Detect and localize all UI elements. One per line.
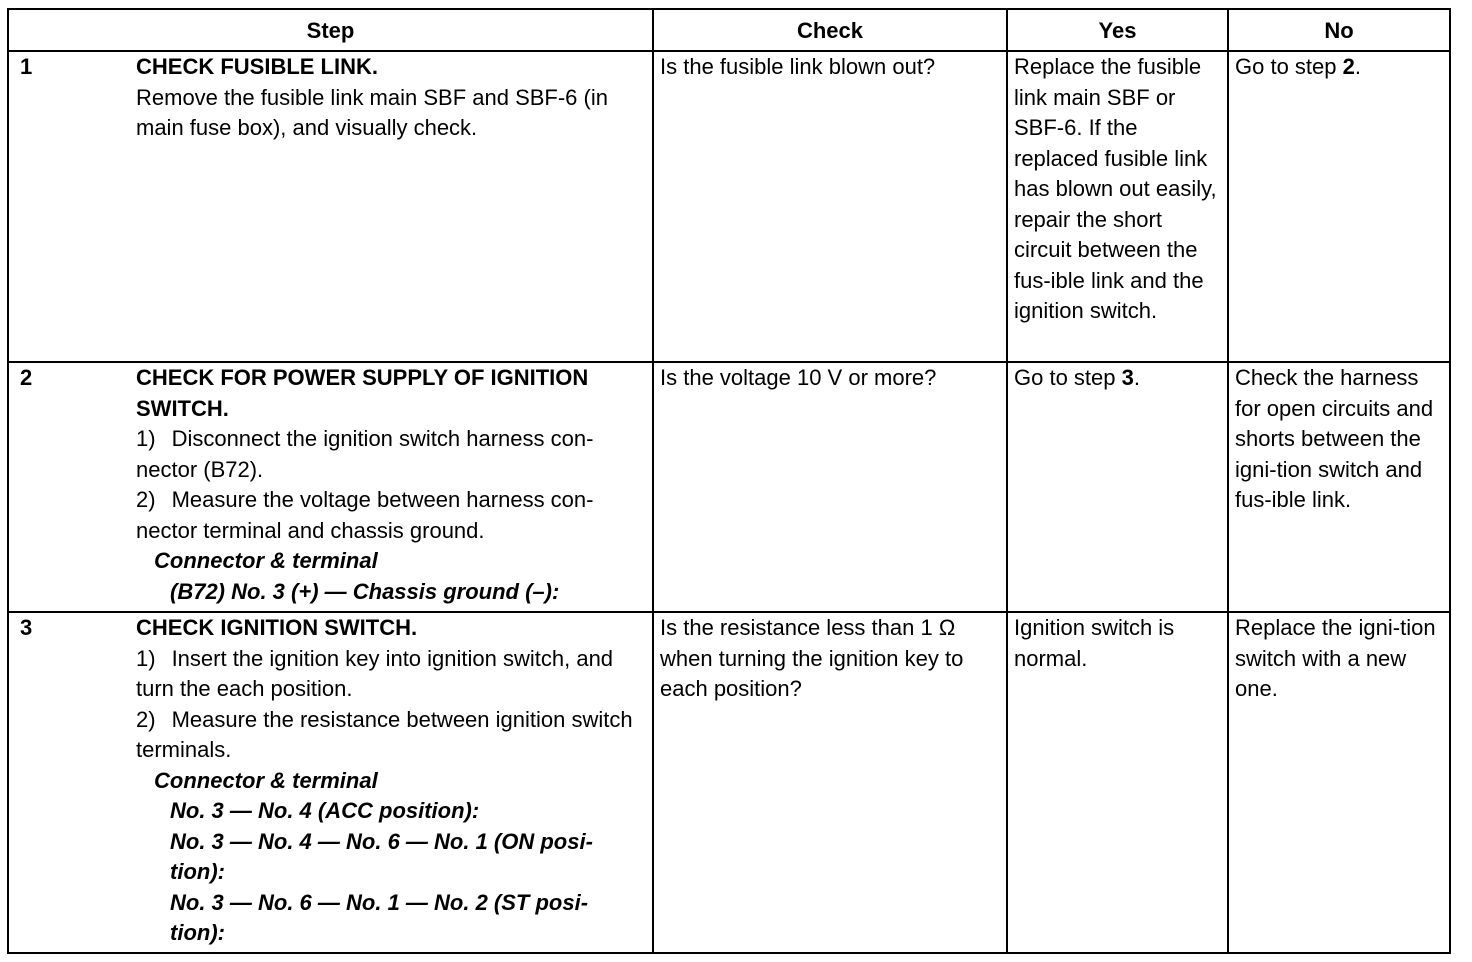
check-cell: Is the fusible link blown out? — [653, 51, 1007, 362]
substep-1 — [136, 644, 640, 705]
header-row — [8, 9, 1450, 51]
header-check: Check — [653, 9, 1007, 51]
substep-number: 2) — [136, 487, 156, 512]
connector-terminal: No. 3 — No. 4 (ACC position): — [170, 798, 480, 823]
step-reference: 2 — [1342, 54, 1355, 79]
step-number: 1 — [20, 54, 33, 79]
connector-terminal: (B72) No. 3 (+) — Chassis ground (–): — [170, 578, 560, 604]
yes-cell: Replace the fusible link main SBF or SBF-6. If the replaced fusible link has blown out easily, repair the short circuit between the fus-ible link and the ignition switch. — [1007, 51, 1228, 362]
connector-label: Connector & terminal — [154, 767, 378, 793]
check-cell: Is the resistance less than 1 Ω when turning the ignition key to each position? — [653, 612, 1007, 953]
substep-number: 2) — [136, 706, 156, 732]
header-yes: Yes — [1007, 9, 1228, 51]
step-number: 2 — [20, 365, 33, 390]
step-title: CHECK FOR POWER SUPPLY OF IGNITION SWITCH. — [136, 365, 589, 421]
step-number: 3 — [20, 615, 33, 640]
table-row — [8, 612, 1450, 953]
substep-number: 1) — [136, 645, 156, 671]
step-title: CHECK FUSIBLE LINK. — [136, 54, 378, 79]
header-step: Step — [8, 9, 653, 51]
step-description: Remove the fusible link main SBF and SBF-6 (in main fuse box), and visually check. — [136, 84, 608, 140]
substep-2 — [136, 485, 640, 546]
substep-2 — [136, 705, 640, 766]
yes-cell — [1007, 362, 1228, 612]
step-cell — [8, 51, 653, 362]
step-reference: 3 — [1121, 365, 1134, 390]
check-cell: Is the voltage 10 V or more? — [653, 362, 1007, 612]
no-cell: Replace the igni-tion switch with a new one. — [1228, 612, 1450, 953]
step-cell — [8, 362, 653, 612]
step-title: CHECK IGNITION SWITCH. — [136, 615, 418, 640]
no-cell — [1228, 51, 1450, 362]
connector-terminal: No. 3 — No. 4 — No. 6 — No. 1 (ON posi-tion): — [170, 828, 593, 884]
step-cell — [8, 612, 653, 953]
no-suffix: . — [1354, 54, 1361, 79]
table-row — [8, 362, 1450, 612]
yes-text: Go to step — [1014, 365, 1122, 390]
yes-suffix: . — [1133, 365, 1140, 390]
diagnostic-table — [7, 8, 1451, 954]
substep-text: Measure the voltage between harness con-nector terminal and chassis ground. — [136, 487, 594, 543]
yes-cell: Ignition switch is normal. — [1007, 612, 1228, 953]
no-text: Go to step — [1235, 54, 1343, 79]
substep-text: Insert the ignition key into ignition switch, and turn the each position. — [136, 645, 614, 701]
no-cell: Check the harness for open circuits and shorts between the igni-tion switch and fus-ible link. — [1228, 362, 1450, 612]
header-no: No — [1228, 9, 1450, 51]
connector-terminal: No. 3 — No. 6 — No. 1 — No. 2 (ST posi-tion): — [170, 889, 589, 945]
table-row — [8, 51, 1450, 362]
connector-label: Connector & terminal — [154, 548, 378, 573]
substep-text: Measure the resistance between ignition switch terminals. — [136, 706, 633, 762]
substep-1 — [136, 424, 640, 485]
substep-number: 1) — [136, 426, 156, 451]
substep-text: Disconnect the ignition switch harness con-nector (B72). — [136, 426, 594, 482]
